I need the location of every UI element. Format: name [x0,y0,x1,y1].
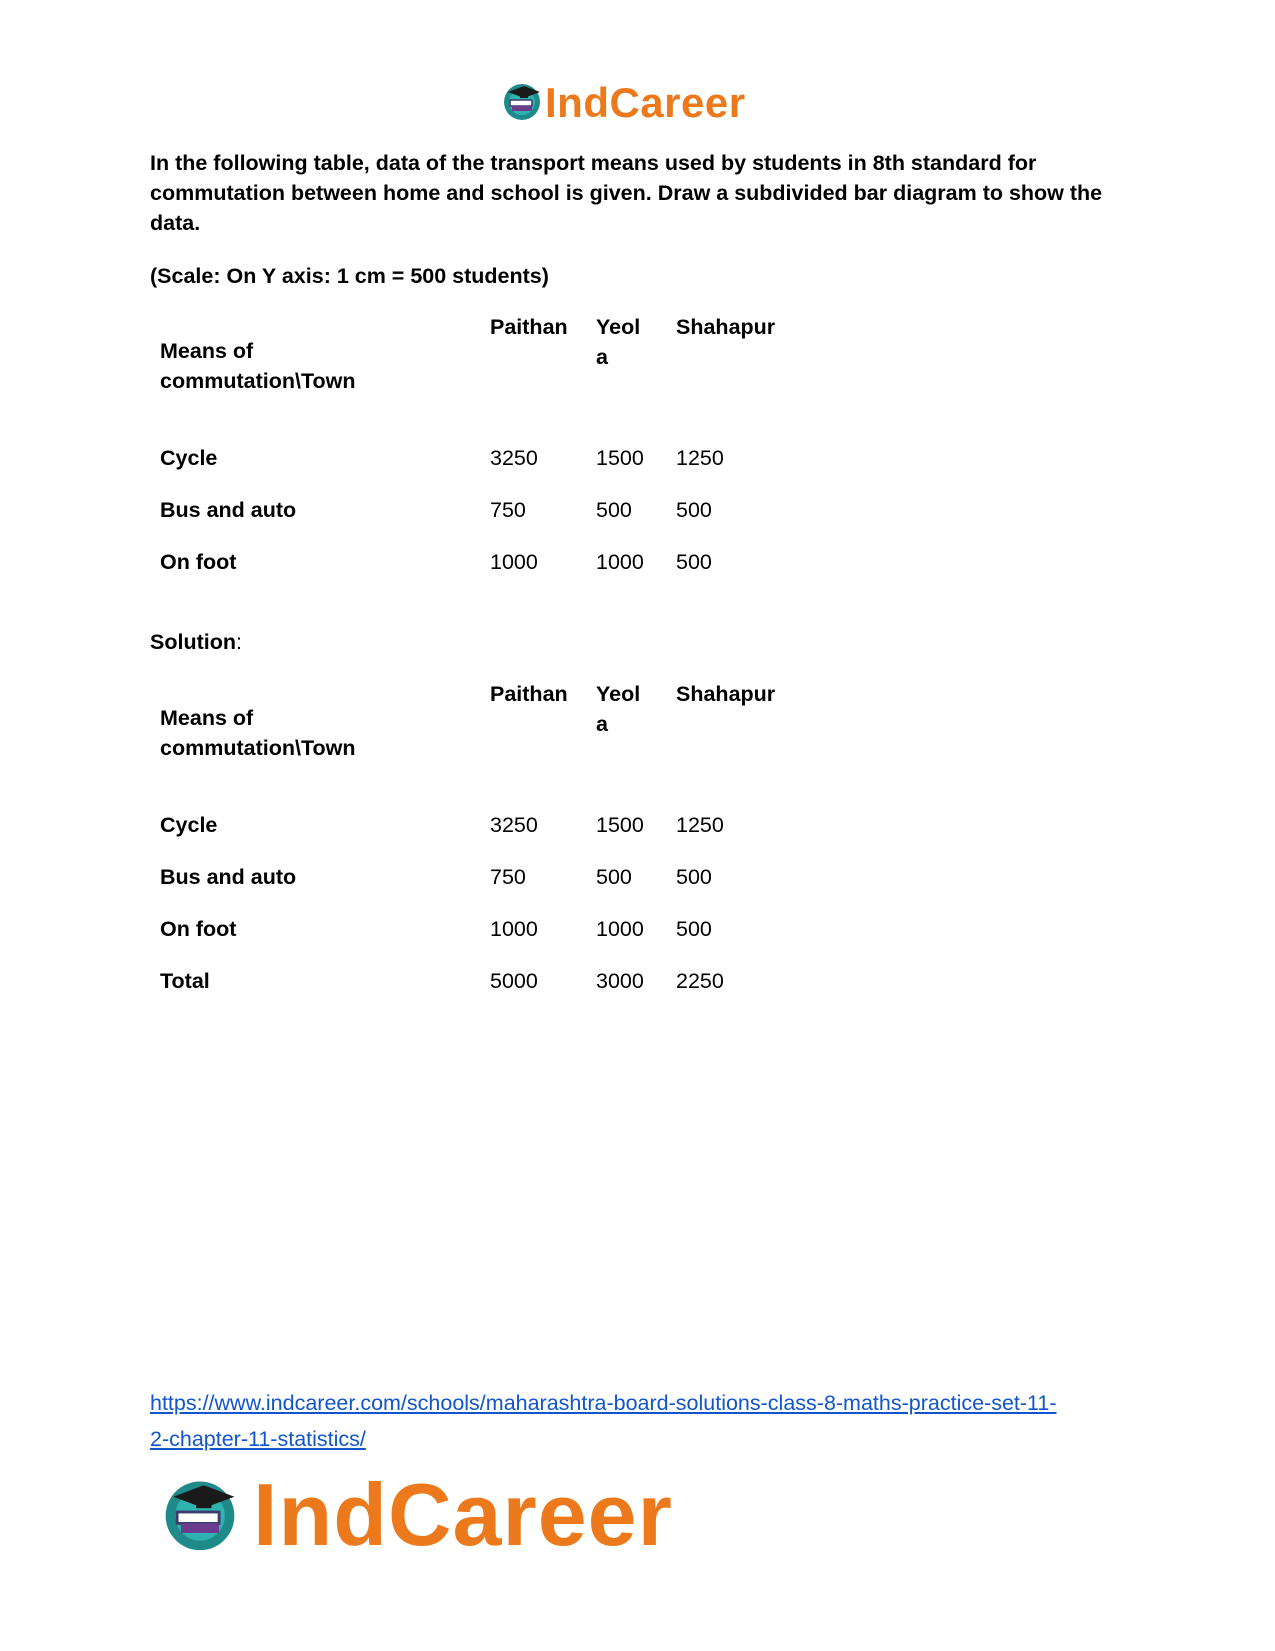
cell-value: 1250 [676,446,724,470]
header-yeola-1: Yeol [596,315,641,339]
book-globe-icon [158,1470,242,1554]
brand-name: IndCareer [545,79,746,126]
header-label: Means of commutation\Town [160,339,356,393]
scale-note: (Scale: On Y axis: 1 cm = 500 students) [150,264,549,288]
logo-bottom [158,1465,698,1564]
cell-value: 750 [490,865,526,889]
question-text: In the following table, data of the transport means used by students in 8th standard for commutation between home and school is given. Draw a subdivided bar diagram to show the data. [150,151,1103,235]
cell-value: 500 [596,865,632,889]
cell-total: 3000 [596,969,644,993]
cell-value: 500 [596,498,632,522]
brand-name: IndCareer [253,1465,673,1564]
header-label: Means of commutation\Town [160,706,356,760]
solution-text: Solution [150,630,236,654]
header-yeola-1: Yeol [596,682,641,706]
cell-value: 1500 [596,813,644,837]
cell-value: 500 [676,917,712,941]
cell-value: 750 [490,498,526,522]
source-link-line2[interactable]: 2-chapter-11-statistics/ [150,1427,366,1451]
source-link[interactable] [150,1385,1130,1457]
row-label: Bus and auto [160,865,297,889]
header-yeola-2: a [596,712,608,736]
row-label-total: Total [160,969,210,993]
header-yeola-2: a [596,345,608,369]
book-globe-icon [500,78,544,122]
row-label: Cycle [160,446,218,470]
row-label: On foot [160,550,237,574]
cell-total: 2250 [676,969,724,993]
logo-top [500,78,770,128]
cell-value: 1000 [596,917,644,941]
cell-value: 500 [676,498,712,522]
header-shahapur: Shahapur [676,315,776,339]
cell-value: 1000 [490,917,538,941]
cell-value: 1250 [676,813,724,837]
cell-value: 500 [676,865,712,889]
cell-value: 500 [676,550,712,574]
header-paithan: Paithan [490,682,568,706]
cell-value: 1000 [490,550,538,574]
solution-label [150,630,242,655]
row-label: On foot [160,917,237,941]
cell-value: 1500 [596,446,644,470]
row-label: Bus and auto [160,498,297,522]
source-link-line1[interactable]: https://www.indcareer.com/schools/maharashtra-board-solutions-class-8-maths-practice-set-11- [150,1391,1057,1415]
solution-colon: : [235,630,242,654]
header-paithan: Paithan [490,315,568,339]
cell-value: 3250 [490,446,538,470]
cell-total: 5000 [490,969,538,993]
header-shahapur: Shahapur [676,682,776,706]
cell-value: 3250 [490,813,538,837]
cell-value: 1000 [596,550,644,574]
row-label: Cycle [160,813,218,837]
